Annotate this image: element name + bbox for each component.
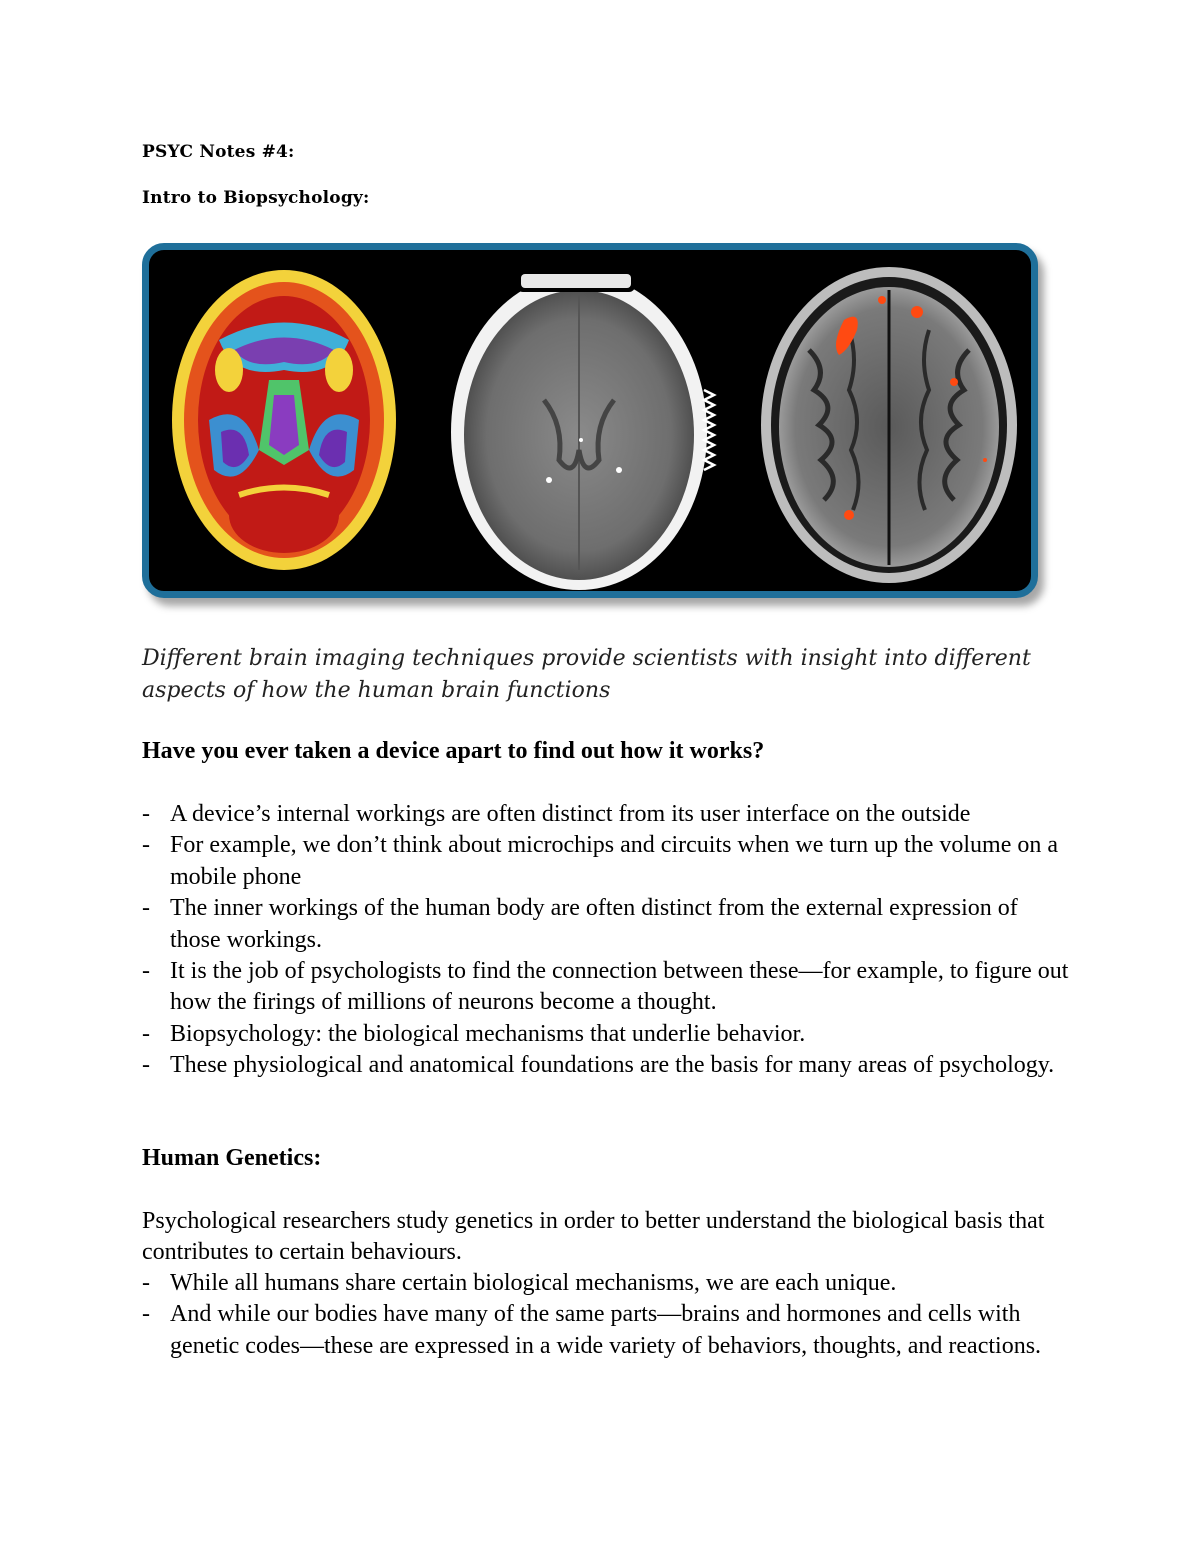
document-title: PSYC Notes #4: xyxy=(142,142,295,162)
list-item-text: These physiological and anatomical foundations are the basis for many areas of psychology. xyxy=(170,1052,1055,1079)
list-item xyxy=(142,956,1072,1019)
genetics-bullet-list xyxy=(142,1268,1072,1362)
list-item xyxy=(142,1019,1072,1050)
list-item xyxy=(142,1050,1072,1081)
section-heading-genetics: Human Genetics: xyxy=(142,1145,322,1171)
device-bullet-list xyxy=(142,799,1072,1082)
list-item xyxy=(142,799,1072,830)
document-subtitle: Intro to Biopsychology: xyxy=(142,188,370,208)
brain-scans-illustration xyxy=(149,250,1031,591)
list-item xyxy=(142,1299,1072,1362)
list-item-text: While all humans share certain biological mechanisms, we are each unique. xyxy=(170,1270,897,1296)
dash-marker: - xyxy=(142,1020,150,1047)
dash-marker: - xyxy=(142,801,150,827)
section-heading-device: Have you ever taken a device apart to find out how it works? xyxy=(142,738,765,764)
list-item-text: And while our bodies have many of the same parts—brains and hormones and cells with genetic codes—these are expressed in a wide variety of behaviors, thoughts, and reactions. xyxy=(170,1301,1042,1359)
dash-marker: - xyxy=(142,832,150,859)
brain-imaging-figure xyxy=(142,243,1038,598)
list-item-text: The inner workings of the human body are often distinct from the external expression of those workings. xyxy=(170,895,1018,953)
list-item-text: It is the job of psychologists to find the connection between these—for example, to figure out how the firings of millions of neurons become a thought. xyxy=(170,958,1069,1016)
list-item-text: Biopsychology: the biological mechanisms that underlie behavior. xyxy=(170,1020,806,1047)
dash-marker: - xyxy=(142,958,150,985)
pet-scan-image xyxy=(172,270,396,570)
dash-marker: - xyxy=(142,1301,150,1328)
list-item xyxy=(142,1268,1072,1299)
dash-marker: - xyxy=(142,1052,150,1079)
dash-marker: - xyxy=(142,895,150,922)
figure-caption: Different brain imaging techniques provide scientists with insight into different aspects of how the human brain functions xyxy=(142,646,1031,703)
ct-scan-image xyxy=(451,270,714,590)
list-item xyxy=(142,893,1072,956)
list-item xyxy=(142,830,1072,893)
fmri-scan-image xyxy=(761,267,1017,583)
list-item-text: A device’s internal workings are often distinct from its user interface on the outside xyxy=(170,801,971,827)
genetics-intro-paragraph: Psychological researchers study genetics in order to better understand the biological basis that contributes to certain behaviours. xyxy=(142,1208,1045,1266)
list-item-text: For example, we don’t think about microchips and circuits when we turn up the volume on a mobile phone xyxy=(170,832,1059,890)
dash-marker: - xyxy=(142,1270,150,1296)
